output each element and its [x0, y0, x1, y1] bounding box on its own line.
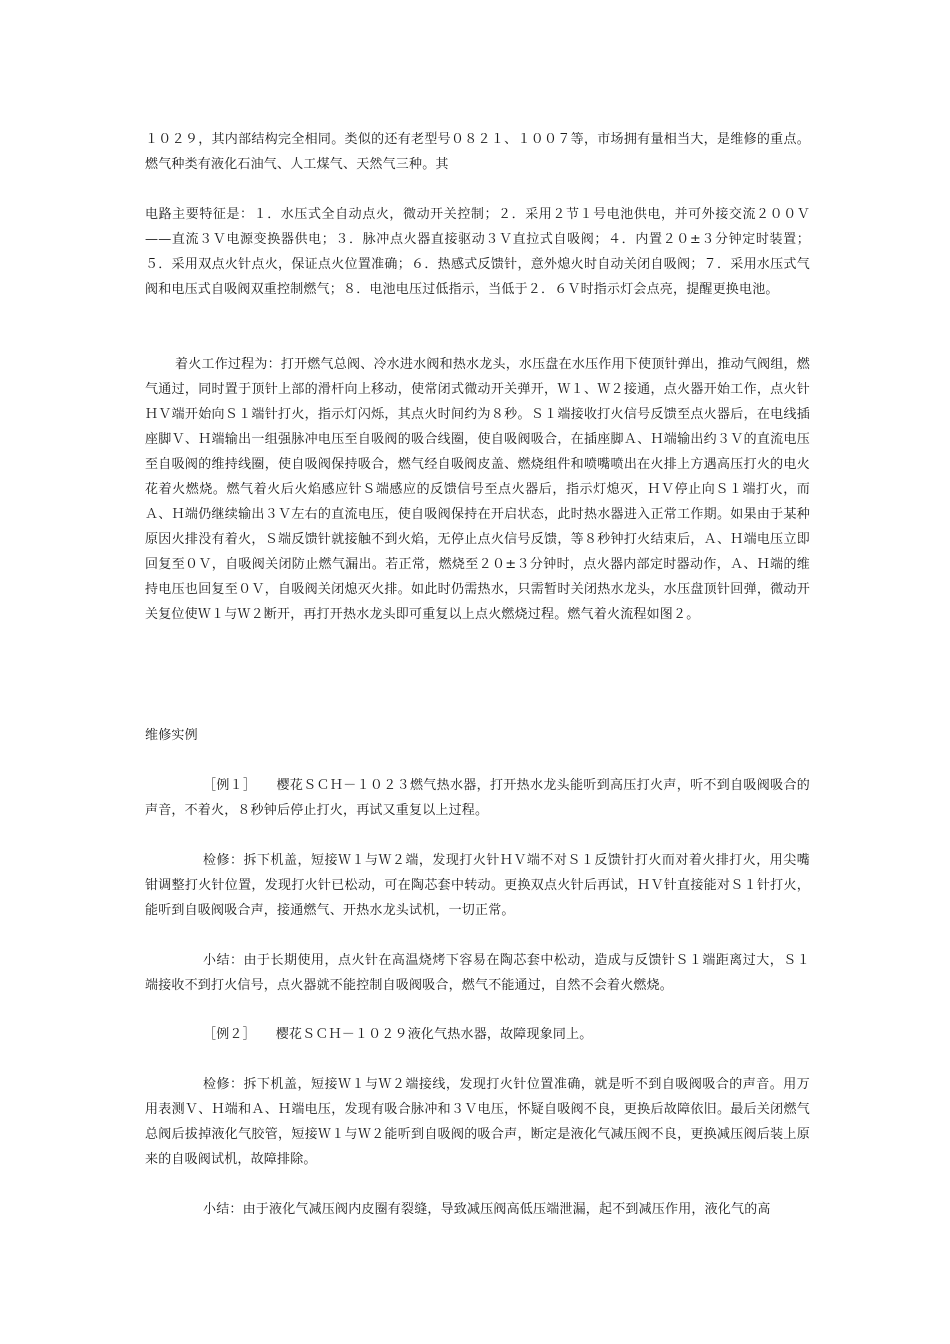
paragraph-example-2: ［例２］ 樱花ＳＣＨ－１０２９液化气热水器，故障现象同上。 — [203, 1027, 593, 1042]
paragraph-example-2-summary: 小结：由于液化气减压阀内皮圈有裂缝，导致减压阀高低压端泄漏，起不到减压作用，液化气的高 — [203, 1202, 771, 1217]
section-heading-repair-cases: 维修实例 — [145, 728, 198, 743]
paragraph-example-1-summary: 小结：由于长期使用，点火针在高温烧烤下容易在陶芯套中松动，造成与反馈针Ｓ１端距离过大，Ｓ１端接收不到打火信号，点火器就不能控制自吸阀吸合，燃气不能通过，自然不会着火燃烧。 — [145, 953, 810, 993]
paragraph-ignition-process: 着火工作过程为：打开燃气总阀、冷水进水阀和热水龙头，水压盘在水压作用下使顶针弹出，推动气阀组，燃气通过，同时置于顶针上部的滑杆向上移动，使常闭式微动开关弹开，Ｗ１、Ｗ２接通，点火器开始工作，点火针ＨＶ端开始向Ｓ１端针打火，指示灯闪烁，其点火时间约为８秒。Ｓ１端接收打火信号反馈至点火器后，在电线插座脚Ｖ、Ｈ端输出一组强脉冲电压至自吸阀的吸合线圈，使自吸阀吸合，在插座脚Ａ、Ｈ端输出约３Ｖ的直流电压至自吸阀的维持线圈，使自吸阀保持吸合，燃气经自吸阀皮盖、燃烧组件和喷嘴喷出在火排上方遇高压打火的电火花着火燃烧。燃气着火后火焰感应针Ｓ端感应的反馈信号至点火器后，指示灯熄灭，ＨＶ停止向Ｓ１端打火，而Ａ、Ｈ端仍继续输出３Ｖ左右的直流电压，使自吸阀保持在开启状态，此时热水器进入正常工作期。如果由于某种原因火排没有着火，Ｓ端反馈针就接触不到火焰，无停止点火信号反馈，等８秒钟打火结束后，Ａ、Ｈ端电压立即回复至０Ｖ，自吸阀关闭防止燃气漏出。若正常，燃烧至２０±３分钟时，点火器内部定时器动作，Ａ、Ｈ端的维持电压也回复至０Ｖ，自吸阀关闭熄灭火排。如此时仍需热水，只需暂时关闭热水龙头，水压盘顶针回弹，微动开关复位使Ｗ１与Ｗ２断开，再打开热水龙头即可重复以上点火燃烧过程。燃气着火流程如图２。 — [145, 357, 810, 622]
paragraph-example-2-repair: 检修：拆下机盖，短接Ｗ１与Ｗ２端接线，发现打火针位置准确，就是听不到自吸阀吸合的声音。用万用表测Ｖ、Ｈ端和Ａ、Ｈ端电压，发现有吸合脉冲和３Ｖ电压，怀疑自吸阀不良，更换后故障依旧。最后关闭燃气总阀后拔掉液化气胶管，短接Ｗ１与Ｗ２能听到自吸阀的吸合声，断定是液化气减压阀不良，更换减压阀后装上原来的自吸阀试机，故障排除。 — [145, 1077, 810, 1167]
paragraph-model-intro: １０２９，其内部结构完全相同。类似的还有老型号０８２１、１００７等，市场拥有量相当大，是维修的重点。燃气种类有液化石油气、人工煤气、天然气三种。其 — [145, 132, 810, 172]
paragraph-example-1-repair: 检修：拆下机盖，短接Ｗ１与Ｗ２端，发现打火针ＨＶ端不对Ｓ１反馈针打火而对着火排打火，用尖嘴钳调整打火针位置，发现打火针已松动，可在陶芯套中转动。更换双点火针后再试，ＨＶ针直接能对Ｓ１针打火，能听到自吸阀吸合声，接通燃气、开热水龙头试机，一切正常。 — [145, 853, 810, 918]
paragraph-example-1: ［例１］ 樱花ＳＣＨ－１０２３燃气热水器，打开热水龙头能听到高压打火声，听不到自吸阀吸合的声音，不着火，８秒钟后停止打火，再试又重复以上过程。 — [145, 778, 810, 818]
paragraph-circuit-features: 电路主要特征是：１．水压式全自动点火，微动开关控制；２．采用２节１号电池供电，并可外接交流２００Ｖ——直流３Ｖ电源变换器供电；３．脉冲点火器直接驱动３Ｖ直拉式自吸阀；４．内置２０±３分钟定时装置；５．采用双点火针点火，保证点火位置准确；６．热感式反馈针，意外熄火时自动关闭自吸阀；７．采用水压式气阀和电压式自吸阀双重控制燃气；８．电池电压过低指示，当低于２．６Ｖ时指示灯会点亮，提醒更换电池。 — [145, 207, 810, 297]
